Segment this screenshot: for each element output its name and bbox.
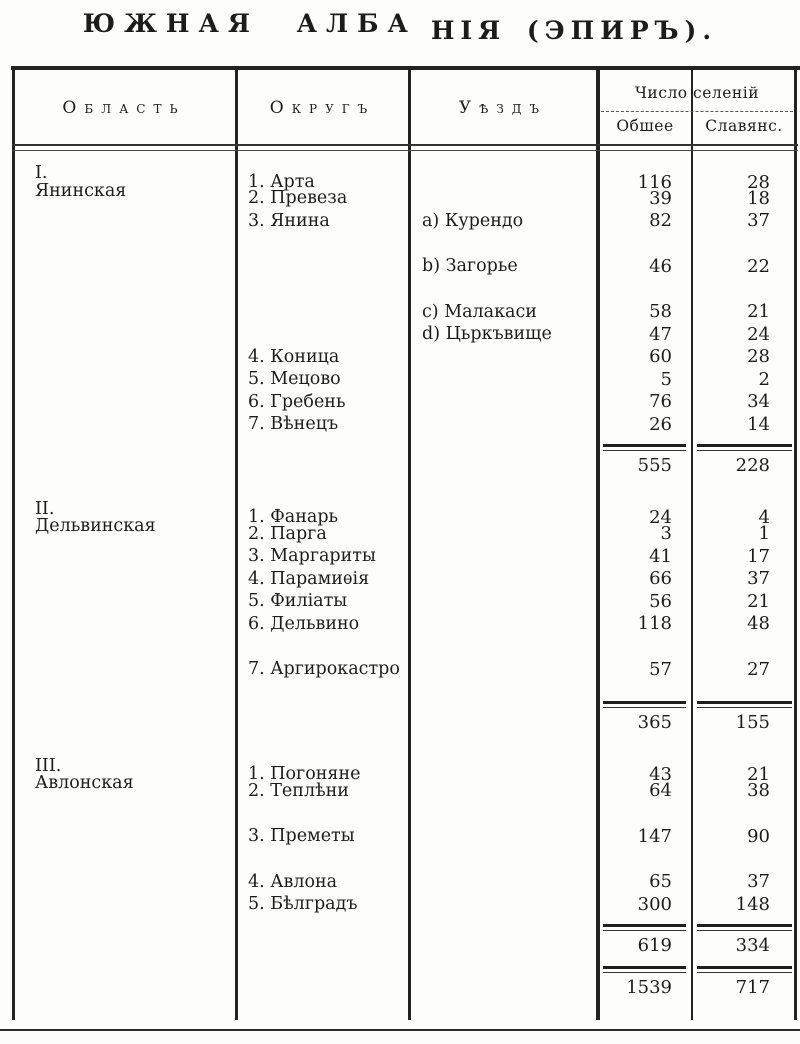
double-rule: [697, 701, 792, 708]
total-settlements-value: 56: [649, 590, 672, 612]
total-settlements-value: 65: [649, 871, 672, 893]
total-settlements-value: 39: [649, 187, 672, 209]
okrug-cell: 2. Превеза: [248, 188, 348, 208]
slavic-settlements-value: 2: [758, 368, 770, 390]
column-header-total: Обшее: [616, 117, 674, 135]
rule-cell: [597, 920, 691, 931]
total-settlements-value: 43: [649, 764, 672, 785]
total-settlements-value: 26: [649, 413, 672, 435]
okrug-cell: 6. Дельвино: [248, 613, 360, 634]
subtotal-row: [13, 455, 797, 478]
rule-cell: [597, 697, 691, 708]
total-settlements-value: 300: [637, 893, 672, 915]
spacer-row: [13, 848, 797, 871]
rule-cell: [691, 920, 797, 931]
slavic-settlements-value: 27: [747, 658, 770, 680]
total-settlements-value: 41: [649, 545, 672, 567]
table-row: [13, 324, 797, 347]
slavic-settlements-value: 37: [747, 871, 770, 893]
okrug-cell: 7. Аргирокастро: [248, 659, 400, 679]
double-rule: [603, 924, 686, 931]
okrug-cell: 1. Погоняне: [248, 764, 361, 785]
total-settlements-value: 58: [649, 301, 672, 323]
spacer-row: [13, 681, 797, 693]
okrug-cell: 5. Мецово: [248, 369, 341, 389]
column-header-slavic: Славянс.: [705, 117, 783, 135]
area-roman-numeral: II.: [35, 498, 55, 519]
number-subheader-divider: [601, 111, 793, 112]
okrug-cell: 3. Преметы: [248, 826, 355, 846]
slavic-settlements-value: 37: [747, 210, 770, 232]
double-rule: [697, 966, 792, 973]
area-roman-numeral: I.: [35, 163, 48, 183]
table-row: [13, 546, 797, 569]
slavic-settlements-value: 90: [747, 825, 770, 847]
total-settlements-value: 116: [637, 171, 672, 193]
slavic-settlements-value: 4: [758, 507, 770, 528]
total-settlements-value: 1539: [626, 976, 672, 998]
okrug-cell: 1. Фанарь: [248, 507, 339, 528]
total-settlements-value: 82: [649, 210, 672, 232]
slavic-settlements-value: 38: [747, 780, 770, 802]
slavic-settlements-value: 37: [747, 568, 770, 590]
rule-cell: [597, 962, 691, 973]
total-settlements-value: 64: [649, 780, 672, 802]
total-settlements-value: 3: [660, 523, 672, 545]
table-row: [13, 894, 797, 917]
spacer-row: [13, 153, 797, 165]
subtotal-rule-row: [13, 693, 797, 712]
okrug-cell: 5. Филіаты: [248, 591, 348, 611]
total-settlements-value: 147: [637, 825, 672, 847]
area-cell: [13, 165, 236, 200]
uezd-cell: b) Загорье: [422, 256, 518, 276]
okrug-cell: 4. Парамиѳія: [248, 568, 370, 589]
column-header-okrug: Округъ: [269, 98, 376, 118]
page-title: [0, 9, 800, 45]
total-settlements-value: 24: [649, 507, 672, 528]
spacer-row: [13, 233, 797, 256]
header-separator-double-line: [12, 144, 798, 151]
okrug-cell: 4. Авлона: [248, 871, 338, 892]
slavic-settlements-value: 18: [747, 187, 770, 209]
table-row: [13, 871, 797, 894]
subtotal-rule-row: [13, 958, 797, 977]
slavic-settlements-value: 48: [747, 613, 770, 635]
slavic-settlements-value: 228: [735, 455, 770, 477]
total-settlements-value: 66: [649, 568, 672, 590]
total-settlements-value: 555: [637, 455, 672, 477]
double-rule: [603, 701, 686, 708]
slavic-settlements-value: 155: [735, 712, 770, 734]
slavic-settlements-value: 717: [735, 976, 770, 998]
double-rule: [603, 444, 686, 451]
slavic-settlements-value: 148: [735, 893, 770, 915]
area-name: Янинская: [35, 180, 127, 201]
slavic-settlements-value: 17: [747, 545, 770, 567]
subtotal-rule-row: [13, 436, 797, 455]
area-name: Авлонская: [35, 773, 134, 793]
total-settlements-value: 118: [637, 613, 672, 635]
table-row: [13, 568, 797, 591]
spacer-row: [13, 735, 797, 758]
table-body: [13, 153, 797, 999]
slavic-settlements-value: 21: [747, 590, 770, 612]
rule-cell: [691, 697, 797, 708]
slavic-settlements-value: 21: [747, 301, 770, 323]
okrug-cell: 3. Маргариты: [248, 546, 376, 566]
okrug-cell: 2. Парга: [248, 523, 327, 544]
slavic-settlements-value: 22: [747, 255, 770, 277]
double-rule: [697, 924, 792, 931]
okrug-cell: 2. Теплѣни: [248, 780, 349, 801]
slavic-settlements-value: 28: [747, 171, 770, 193]
double-rule: [697, 444, 792, 451]
table-row: [13, 613, 797, 636]
table-bottom-border: [0, 1029, 800, 1031]
total-settlements-value: 46: [649, 255, 672, 277]
total-settlements-value: 5: [660, 368, 672, 390]
column-header-uezd: Уѣздъ: [458, 98, 548, 118]
total-settlements-value: 619: [637, 935, 672, 957]
slavic-settlements-value: 334: [735, 935, 770, 957]
table-row: [13, 301, 797, 324]
okrug-cell: 6. Гребень: [248, 391, 346, 412]
total-settlements-value: 47: [649, 323, 672, 345]
area-name: Дельвинская: [35, 516, 156, 536]
slavic-settlements-value: 21: [747, 764, 770, 785]
slavic-settlements-value: 24: [747, 323, 770, 345]
double-rule: [603, 966, 686, 973]
okrug-cell: 7. Вѣнецъ: [248, 414, 339, 434]
rule-cell: [691, 962, 797, 973]
uezd-cell: a) Курендо: [422, 210, 524, 231]
slavic-settlements-value: 28: [747, 346, 770, 368]
uezd-cell: c) Малакаси: [422, 301, 537, 322]
spacer-row: [13, 803, 797, 826]
table-row: [13, 369, 797, 392]
table-row: [13, 346, 797, 369]
table-row: [13, 414, 797, 437]
okrug-cell: 5. Бѣлградъ: [248, 894, 358, 914]
table-row: [13, 659, 797, 682]
total-settlements-value: 60: [649, 346, 672, 368]
slavic-settlements-value: 14: [747, 413, 770, 435]
spacer-row: [13, 636, 797, 659]
subtotal-row: [13, 935, 797, 958]
spacer-row: [13, 478, 797, 501]
table-row: [13, 256, 797, 279]
table-row: [13, 210, 797, 233]
slavic-settlements-value: 34: [747, 391, 770, 413]
rule-cell: [691, 440, 797, 451]
area-cell: [13, 498, 236, 536]
area-cell: [13, 755, 236, 793]
slavic-settlements-value: 1: [758, 523, 770, 545]
okrug-cell: 3. Янина: [248, 210, 330, 231]
rule-cell: [597, 440, 691, 451]
okrug-cell: 1. Арта: [248, 171, 315, 192]
subtotal-rule-row: [13, 916, 797, 935]
title-part1: ЮЖНАЯ АЛБА: [82, 9, 417, 38]
total-settlements-value: 76: [649, 391, 672, 413]
subtotal-row: [13, 712, 797, 735]
column-header-settlements: Число селеній: [634, 84, 760, 102]
table-row: [13, 391, 797, 414]
grand-total-row: [13, 977, 797, 1000]
total-settlements-value: 57: [649, 658, 672, 680]
column-header-area: Область: [62, 98, 186, 118]
spacer-row: [13, 278, 797, 301]
table-top-border: [11, 66, 800, 70]
title-part2: НІЯ (ЭПИРЪ).: [430, 16, 718, 45]
table-row: [13, 591, 797, 614]
total-settlements-value: 365: [637, 712, 672, 734]
okrug-cell: 4. Коница: [248, 346, 340, 367]
table-row: [13, 826, 797, 849]
area-roman-numeral: III.: [35, 755, 62, 776]
uezd-cell: d) Цьркъвище: [422, 324, 552, 344]
